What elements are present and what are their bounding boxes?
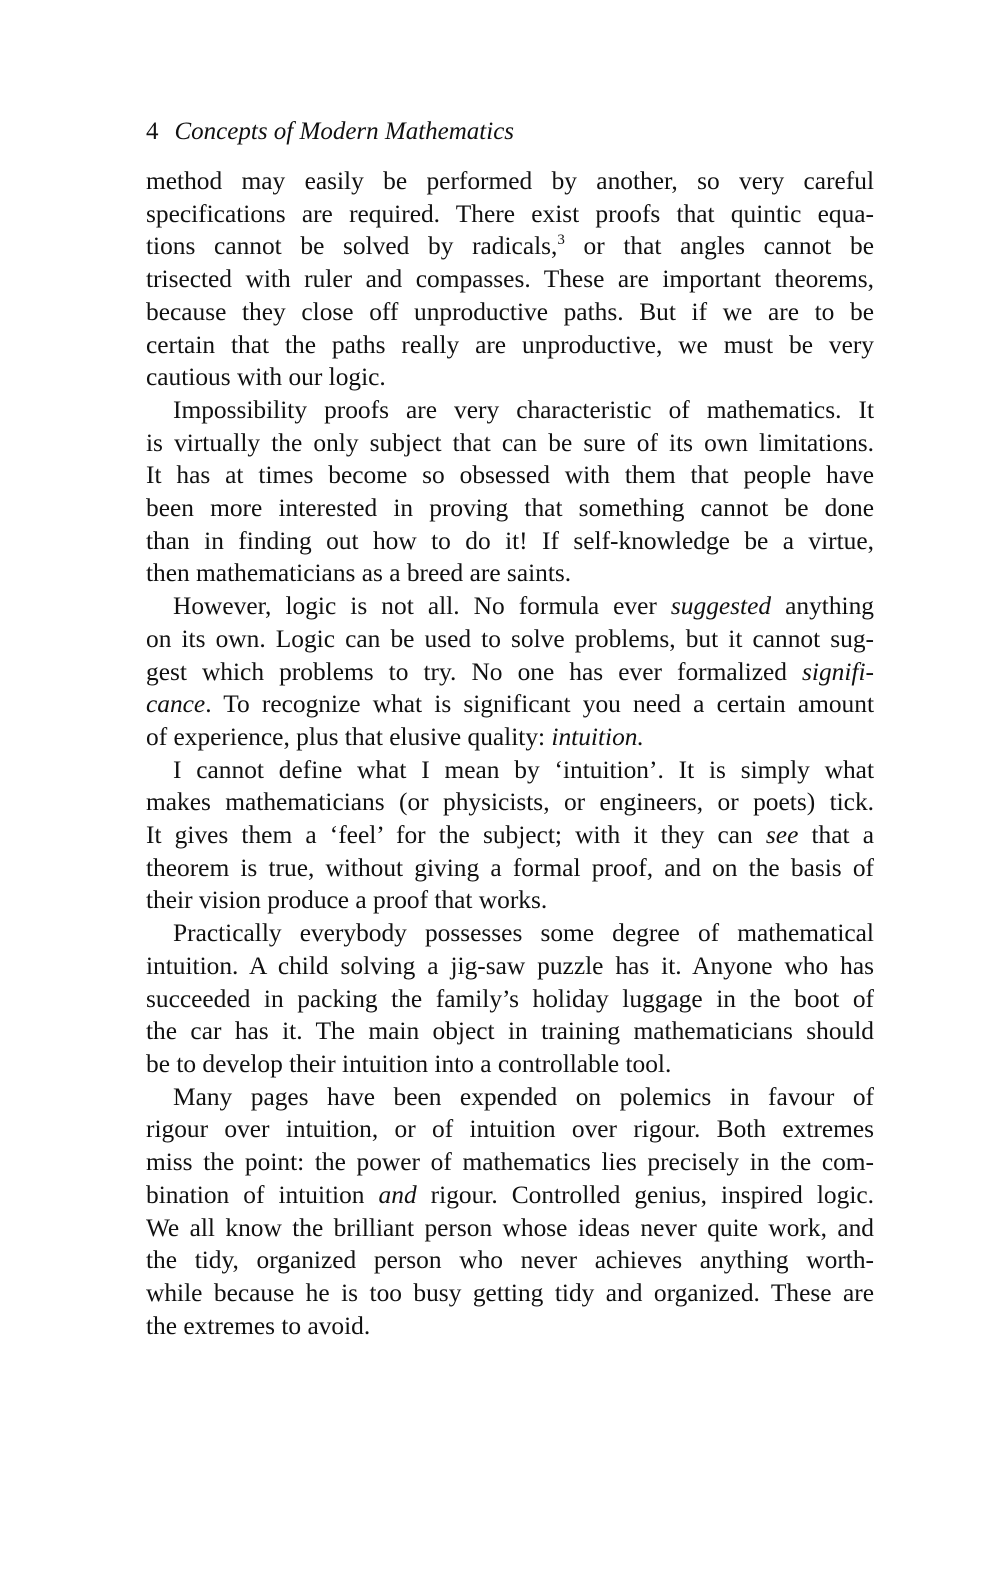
text-line: specifications are required. There exist proofs that quintic equa- — [146, 199, 874, 228]
text-run: However, logic is not all. No formula ever — [173, 592, 671, 621]
text-line: the extremes to avoid. — [146, 1311, 371, 1340]
text-line: intuition. A child solving a jig-saw puzzle has it. Anyone who has — [146, 951, 874, 980]
text-run: of experience, plus that elusive quality: — [146, 722, 552, 751]
text-line: Impossibility proofs are very characteristic of mathematics. It — [173, 395, 874, 424]
text-line: than in finding out how to do it! If self-knowledge be a virtue, — [146, 526, 874, 555]
italic-run: see — [765, 821, 799, 850]
text-run: or that angles cannot be — [564, 232, 874, 261]
text-line: method may easily be performed by another, so very careful — [146, 167, 874, 195]
text-line: while because he is too busy getting tidy and organized. These are — [146, 1278, 874, 1307]
text-line: been more interested in proving that something cannot be done — [146, 494, 874, 523]
text-line — [146, 721, 874, 754]
text-line: the tidy, organized person who never achieves anything worth- — [146, 1246, 874, 1275]
text-line: rigour over intuition, or of intuition over rigour. Both extremes — [146, 1115, 874, 1144]
text-run: anything — [771, 592, 874, 621]
running-head — [146, 114, 886, 150]
text-line: their vision produce a proof that works. — [146, 886, 548, 915]
paragraph-4 — [146, 754, 874, 918]
text-run: It gives them a ‘feel’ for the subject; with it they can — [146, 821, 766, 850]
page-number: 4 — [146, 118, 159, 145]
text-run: that a — [798, 821, 875, 850]
text-line: is virtually the only subject that can be sure of its own limitations. — [146, 428, 874, 457]
italic-run: suggested — [670, 592, 772, 621]
text-run: tions cannot be solved by radicals, — [146, 232, 558, 261]
text-line: certain that the paths really are unproductive, we must be very — [146, 330, 874, 359]
text-line: I cannot define what I mean by ‘intuition’. It is simply what — [173, 755, 874, 784]
text-line: Many pages have been expended on polemics in favour of — [173, 1082, 874, 1111]
text-line: cautious with our logic. — [146, 363, 386, 392]
text-line: It has at times become so obsessed with them that people have — [146, 461, 874, 490]
footnote-marker: 3 — [557, 232, 565, 249]
book-title: Concepts of Modern Mathematics — [174, 118, 515, 145]
text-line — [146, 1179, 874, 1212]
text-line: because they close off unproductive paths. But if we are to be — [146, 297, 874, 326]
text-line: then mathematicians as a breed are saints. — [146, 559, 572, 588]
text-line — [146, 590, 874, 623]
text-line — [146, 688, 874, 721]
text-run: . To recognize what is significant you need a certain amount — [205, 690, 874, 719]
text-line — [146, 656, 874, 689]
text-line: trisected with ruler and compasses. These are important theorems, — [146, 265, 874, 294]
text-line: Practically everybody possesses some degree of mathematical — [173, 919, 874, 948]
paragraph-5 — [146, 917, 874, 1081]
text-run: gest which problems to try. No one has ever formalized — [146, 657, 803, 686]
italic-run: and — [378, 1180, 417, 1209]
text-line: theorem is true, without giving a formal proof, and on the basis of — [146, 853, 874, 882]
text-line: be to develop their intuition into a controllable tool. — [146, 1049, 672, 1078]
paragraph-3 — [146, 590, 874, 754]
italic-run: cance — [146, 690, 206, 719]
text-line: the car has it. The main object in training mathematicians should — [146, 1017, 874, 1046]
text-line: succeeded in packing the family’s holiday luggage in the boot of — [146, 984, 874, 1013]
text-line: miss the point: the power of mathematics lies precisely in the com- — [146, 1148, 874, 1177]
text-run: bination of intuition — [146, 1180, 379, 1209]
text-run: . — [637, 722, 644, 751]
paragraph-6 — [146, 1081, 874, 1343]
text-line: makes mathematicians (or physicists, or engineers, or poets) tick. — [146, 788, 874, 817]
italic-run: intuition — [551, 722, 638, 751]
text-line: We all know the brilliant person whose ideas never quite work, and — [146, 1213, 874, 1242]
text-line: on its own. Logic can be used to solve problems, but it cannot sug- — [146, 624, 874, 653]
paragraph-2 — [146, 394, 874, 590]
text-run: rigour. Controlled genius, inspired logic. — [416, 1180, 874, 1209]
text-line — [146, 819, 874, 852]
body-text — [146, 165, 874, 1342]
text-line — [146, 230, 874, 263]
italic-run: signifi- — [802, 657, 874, 686]
paragraph-1 — [146, 165, 874, 394]
